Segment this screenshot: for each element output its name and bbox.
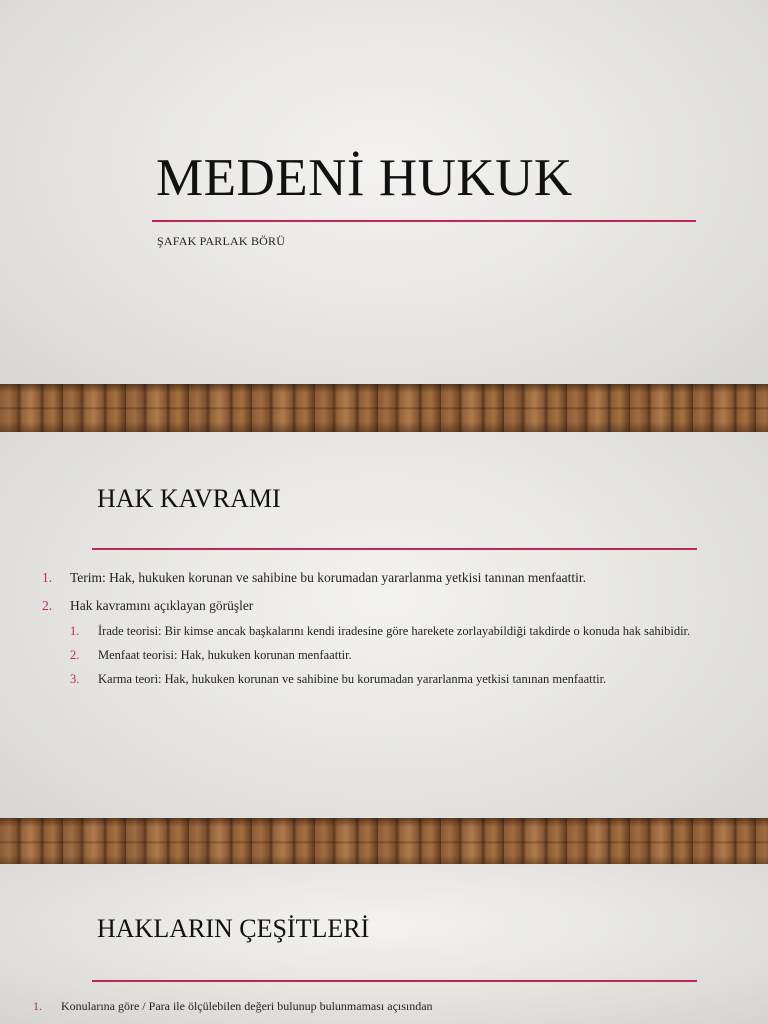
slide-hak-kavrami [0,432,768,864]
slide-heading: HAKLARIN ÇEŞİTLERİ [97,914,370,943]
list-item-text: Hak kavramını açıklayan görüşler [70,598,254,613]
list-item-number: 2. [42,598,53,613]
list-item-number: 1. [42,570,53,585]
wood-floor-decoration [0,384,768,432]
list-item [33,998,733,1014]
sub-list-item [70,621,722,642]
sub-list-item-number: 3. [70,672,80,686]
title-divider [152,220,696,222]
list-item [42,597,722,690]
sub-list-item [70,645,722,666]
wood-floor-decoration [0,818,768,864]
list-item-number: 1. [33,999,42,1013]
slide-subtitle-author: ŞAFAK PARLAK BÖRÜ [157,234,286,248]
heading-divider [92,980,697,982]
heading-divider [92,548,697,550]
sub-list-item-text: Karma teori: Hak, hukuken korunan ve sahibine bu korumadan yararlanma yetkisi tanınan menfaattir. [98,672,607,686]
list-item-text: Terim: Hak, hukuken korunan ve sahibine bu korumadan yararlanma yetkisi tanınan menfaattir. [70,570,587,585]
list-item-text: Konularına göre / Para ile ölçülebilen değeri bulunup bulunmaması açısından [61,999,433,1013]
slide-heading: HAK KAVRAMI [97,484,281,513]
sub-list-item-text: Menfaat teorisi: Hak, hukuken korunan menfaattir. [98,648,352,662]
numbered-list [42,569,722,700]
sub-list-item-number: 2. [70,648,80,662]
sub-list-item [70,669,722,690]
numbered-list [33,998,733,1014]
slide-title-heading: MEDENİ HUKUK [156,149,573,207]
list-item [42,569,722,587]
sub-list-item-text: İrade teorisi: Bir kimse ancak başkalarını kendi iradesine göre harekete zorlayabildiği takdirde o konuda hak sahibidir. [98,624,691,638]
slide-title [0,0,768,432]
slide-haklarin-cesitleri [0,864,768,1024]
sub-list-item-number: 1. [70,624,80,638]
nested-numbered-list [70,621,722,690]
